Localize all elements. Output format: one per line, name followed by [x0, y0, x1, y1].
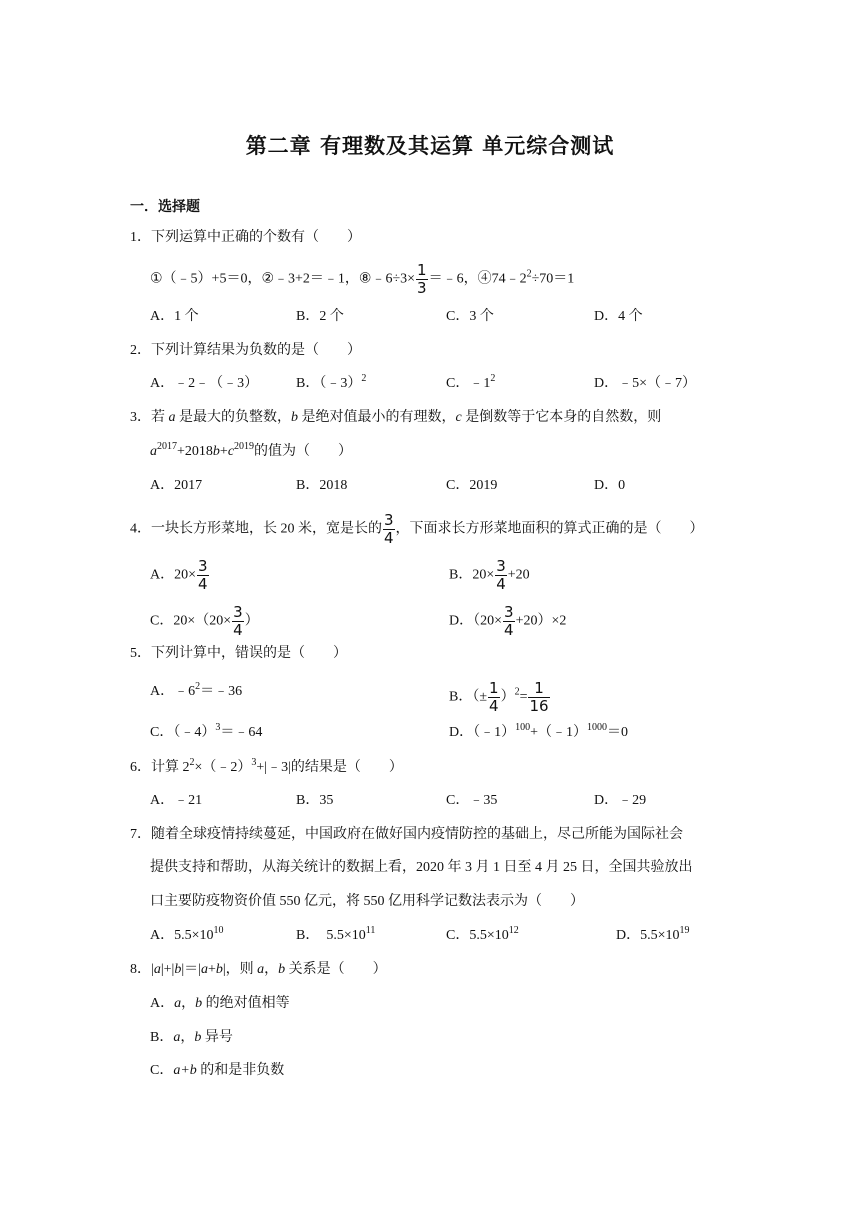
question-4-option-c: C．20×（20× $\frac{3}{4}$ ） — [150, 603, 259, 639]
fraction: $\frac{1}{3}$ — [417, 261, 427, 297]
fraction: $\frac{3}{4}$ — [504, 603, 514, 639]
question-4-option-b: B．20× $\frac{3}{4}$ +20 — [449, 557, 530, 593]
question-2-option-c: C．$﹣1^2$ — [446, 373, 496, 391]
question-8-option-a: A．a，b 的绝对值相等 — [150, 996, 290, 1011]
question-2-option-b: B．（﹣3）$^2$ — [296, 373, 367, 391]
question-1-option-c: C．3 个 — [446, 309, 494, 324]
question-2-option-a: A．﹣2﹣（﹣3） — [150, 376, 259, 391]
question-1-stem: 1．下列运算中正确的个数有（ ） — [130, 230, 361, 245]
fraction: $\frac{1}{16}$ — [529, 679, 549, 715]
fraction: $\frac{3}{4}$ — [496, 557, 506, 593]
question-8-option-c: C．a+b 的和是非负数 — [150, 1063, 285, 1078]
fraction: $\frac{3}{4}$ — [198, 557, 208, 593]
question-7-stem-line-2: 提供支持和帮助，从海关统计的数据上看，2020 年 3 月 1 日至 4 月 25 日，全国共验放出 — [150, 860, 693, 875]
question-1-option-a: A．1 个 — [150, 309, 199, 324]
question-6-option-d: D．﹣29 — [594, 793, 647, 808]
question-4-option-d: D．（20× $\frac{3}{4}$ +20）×2 — [449, 603, 567, 639]
question-5-stem: 5．下列计算中，错误的是（ ） — [130, 646, 347, 661]
question-2-stem: 2．下列计算结果为负数的是（ ） — [130, 343, 361, 358]
question-8-stem: 8．|a|+|b|＝|a+b|，则 a，b 关系是（ ） — [130, 962, 387, 977]
question-3-stem-line-1: 3．若 a 是最大的负整数，b 是绝对值最小的有理数，c 是倒数等于它本身的自然数，则 — [130, 410, 662, 425]
question-5-option-a: A．$﹣6^2=﹣36$ — [150, 681, 243, 699]
question-3-option-a: A．2017 — [150, 478, 203, 493]
section-heading: 一．选择题 — [130, 199, 200, 215]
question-1-option-b: B．2 个 — [296, 309, 344, 324]
question-7-option-c: C．$5.5\times 10^{12}$ — [446, 925, 519, 943]
question-1-expressions: ①（﹣5）+5＝0，②﹣3+2＝﹣1，⑧﹣6÷3× $\frac{1}{3}$ ＝﹣6，$④74﹣2^2\div 70=1$ — [150, 261, 575, 297]
question-7-option-d: D．$5.5\times 10^{19}$ — [616, 925, 690, 943]
question-5-option-d: D．（﹣1）$^{100}$+（﹣1）$^{1000}$＝0 — [449, 722, 629, 740]
question-5-option-b: B．（± $\frac{1}{4}$ ）$^2$= $\frac{1}{16}$ — [449, 679, 549, 715]
page-title: 第二章 有理数及其运算 单元综合测试 — [245, 134, 615, 158]
question-4-option-a: A．20× $\frac{3}{4}$ — [150, 557, 208, 593]
question-5-option-c: C．（﹣4）$^3$＝﹣64 — [150, 722, 263, 740]
question-3-option-d: D．0 — [594, 478, 626, 493]
fraction: $\frac{3}{4}$ — [384, 511, 394, 547]
question-7-option-a: A．$5.5\times 10^{10}$ — [150, 925, 224, 943]
question-7-option-b: B． $5.5\times 10^{11}$ — [296, 925, 376, 943]
question-6-stem: 6．计算 $2^2\times(﹣2)^3+|﹣3|$的结果是（ ） — [130, 757, 403, 775]
fraction: $\frac{3}{4}$ — [233, 603, 243, 639]
fraction: $\frac{1}{4}$ — [489, 679, 499, 715]
question-7-stem-line-1: 7．随着全球疫情持续蔓延，中国政府在做好国内疫情防控的基础上，尽己所能为国际社会 — [130, 827, 683, 842]
question-3-stem-line-2: $a^{2017}+2018b+c^{2019}$的值为（ ） — [150, 441, 353, 459]
question-7-stem-line-3: 口主要防疫物资价值 550 亿元，将 550 亿用科学记数法表示为（ ） — [150, 894, 584, 909]
question-4-stem: 4．一块长方形菜地，长 20 米，宽是长的 $\frac{3}{4}$ ，下面求长方形菜地面积的算式正确的是（ ） — [130, 511, 704, 547]
question-1-option-d: D．4 个 — [594, 309, 643, 324]
question-6-option-a: A．﹣21 — [150, 793, 203, 808]
question-2-option-d: D．﹣5×（﹣7） — [594, 376, 697, 391]
question-6-option-b: B．35 — [296, 793, 334, 808]
question-6-option-c: C．﹣35 — [446, 793, 498, 808]
question-3-option-c: C．2019 — [446, 478, 498, 493]
question-8-option-b: B．a，b 异号 — [150, 1030, 233, 1045]
question-3-option-b: B．2018 — [296, 478, 348, 493]
